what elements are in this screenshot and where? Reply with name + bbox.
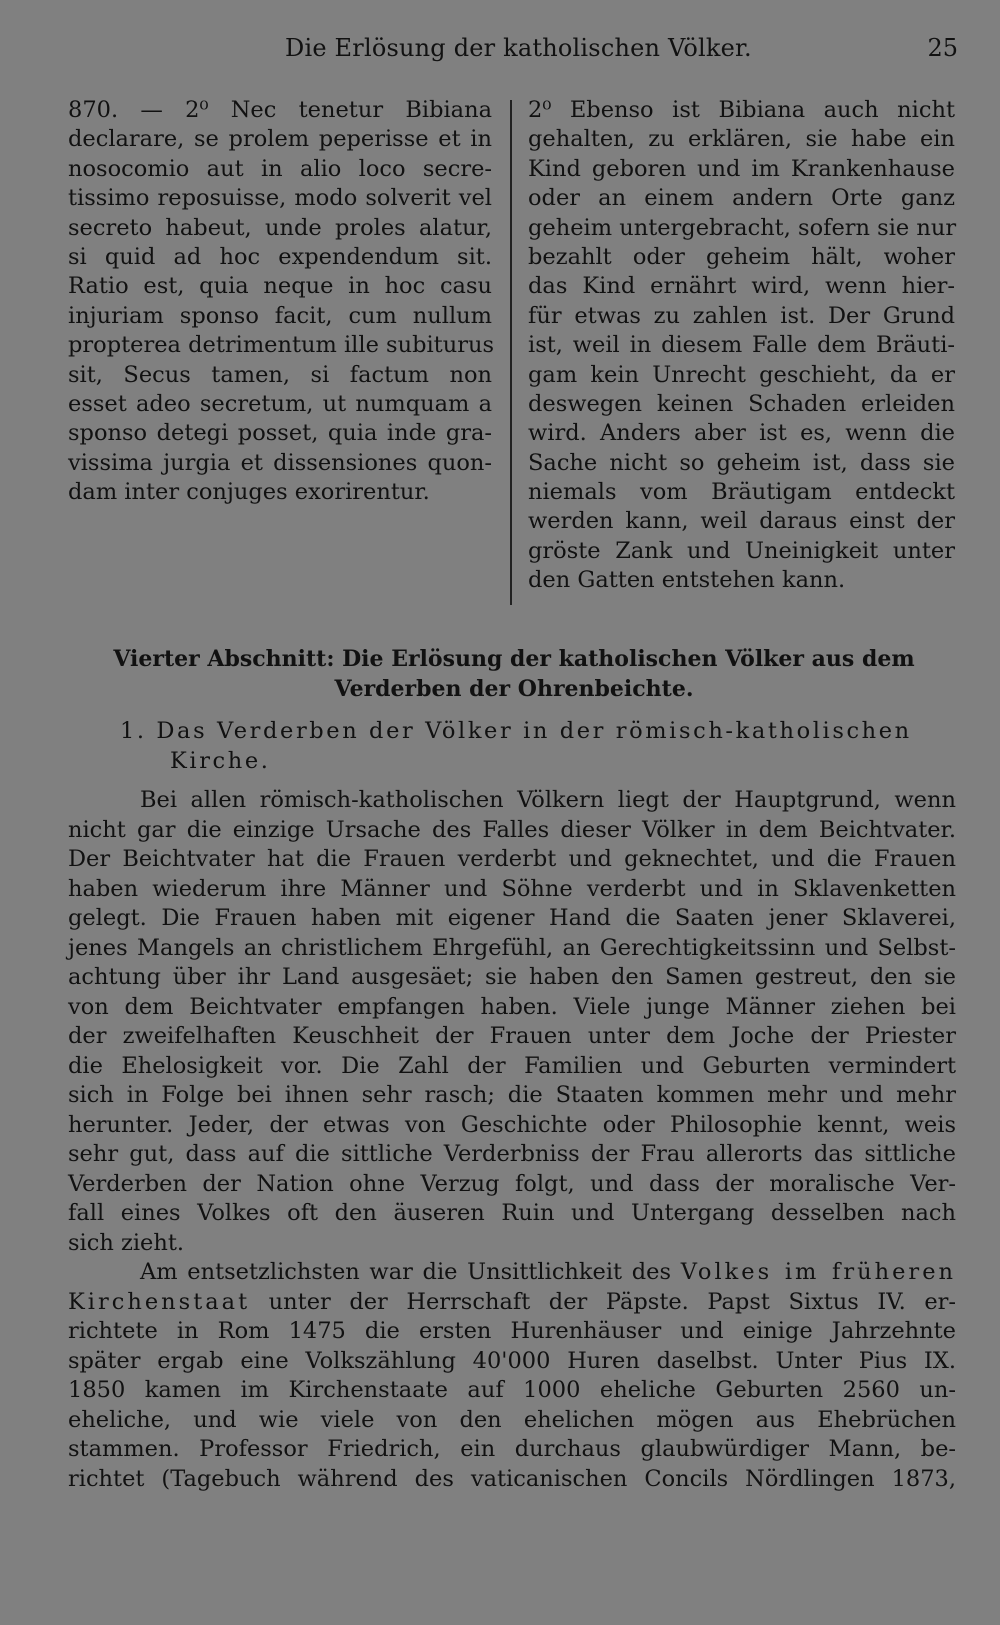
section-heading-line: Verderben der Ohrenbeichte. (334, 676, 694, 702)
paragraph-line: stammen. Professor Friedrich, ein durchaus glaubwürdiger Mann, be- (68, 1436, 956, 1462)
paragraph-line: Verderben der Nation ohne Verzug folgt, und dass der moralische Ver- (68, 1170, 956, 1197)
latin-line: 870. — 2⁰ Nec tenetur Bibiana (68, 97, 492, 123)
paragraph-line (68, 1258, 956, 1288)
german-line: werden kann, weil daraus einst der (528, 508, 955, 535)
latin-line: Ratio est, quia neque in hoc casu (68, 273, 492, 300)
latin-line: nosocomio aut in alio loco secre- (68, 155, 492, 182)
subsection-heading-line: 1. Das Verderben der Völker in der römisch-katholischen (120, 718, 912, 744)
body-text (68, 786, 956, 1494)
column-divider (510, 100, 512, 605)
german-line: geheim untergebracht, sofern sie nur (528, 214, 957, 241)
paragraph-line: haben wiederum ihre Männer und Söhne verderbt und in Sklavenketten (68, 875, 956, 902)
section-heading-line: Vierter Abschnitt: Die Erlösung der katholischen Völker aus dem (113, 646, 915, 672)
german-line: gehalten, zu erklären, sie habe ein (528, 126, 955, 153)
section-heading (70, 644, 958, 704)
paragraph-line: von dem Beichtvater empfangen haben. Viele junge Männer ziehen bei (68, 993, 956, 1020)
paragraph-line: später ergab eine Volkszählung 40'000 Huren daselbst. Unter Pius IX. (68, 1347, 956, 1374)
latin-line: secreto habeut, unde proles alatur, (68, 214, 492, 241)
german-line: oder an einem andern Orte ganz (528, 185, 955, 212)
paragraph-line: Der Beichtvater hat die Frauen verderbt und geknechtet, und die Frauen (68, 846, 956, 872)
latin-line: dam inter conjuges exorirentur. (68, 479, 430, 506)
latin-line: injuriam sponso facit, cum nullum (68, 302, 492, 329)
latin-line: declarare, se prolem peperisse et in (68, 126, 492, 153)
german-line: 2⁰ Ebenso ist Bibiana auch nicht (528, 97, 955, 123)
paragraph-line: 1850 kamen im Kirchenstaate auf 1000 eheliche Geburten 2560 un- (68, 1377, 956, 1403)
subsection-heading (120, 716, 958, 776)
paragraph-line: sehr gut, dass auf die sittliche Verderbniss der Frau allerorts das sittliche (68, 1141, 956, 1167)
german-line: Sache nicht so geheim ist, dass sie (528, 449, 955, 476)
german-line: gröste Zank und Uneinigkeit unter (528, 537, 955, 564)
german-line: das Kind ernährt wird, wenn hier- (528, 273, 955, 300)
german-line: für etwas zu zahlen ist. Der Grund (528, 302, 955, 329)
subsection-heading-line: Kirche. (170, 748, 271, 774)
paragraph-line: richtete in Rom 1475 die ersten Hurenhäuser und einige Jahrzehnte (68, 1318, 956, 1344)
german-line: wird. Anders aber ist es, wenn die (528, 420, 955, 447)
paragraph-line: achtung über ihr Land ausgesäet; sie haben den Samen gestreut, den sie (68, 964, 956, 990)
text-run: Am entsetzlichsten war die Unsittlichkeit des (140, 1259, 681, 1285)
german-line: gam kein Unrecht geschieht, da er (528, 361, 955, 388)
german-line: deswegen keinen Schaden erleiden (528, 390, 955, 417)
spaced-text-run: Kirchenstaat (68, 1288, 251, 1315)
latin-line: propterea detrimentum ille subiturus (68, 332, 494, 359)
latin-column (68, 96, 492, 507)
latin-line: si quid ad hoc expendendum sit. (68, 243, 492, 270)
paragraph-line: jenes Mangels an christlichem Ehrgefühl, an Gerechtigkeitssinn und Selbst- (68, 934, 956, 961)
latin-line: sponso detegi posset, quia inde gra- (68, 420, 492, 447)
spaced-text-run: Volkes im früheren (680, 1259, 956, 1285)
paragraph-line: die Ehelosigkeit vor. Die Zahl der Familien und Geburten vermindert (68, 1052, 956, 1079)
paragraph-line: eheliche, und wie viele von den ehelichen mögen aus Ehebrüchen (68, 1406, 956, 1433)
running-title: Die Erlösung der katholischen Völker. (285, 34, 752, 62)
german-line: niemals vom Bräutigam entdeckt (528, 479, 955, 506)
latin-line: sit, Secus tamen, si factum non (68, 361, 492, 388)
german-column (528, 96, 955, 596)
paragraph-line: fall eines Volkes oft den äuseren Ruin und Untergang desselben nach (68, 1200, 956, 1226)
paragraph-line: nicht gar die einzige Ursache des Falles dieser Völker in dem Beichtvater. (68, 816, 956, 843)
paragraph-line: richtet (Tagebuch während des vaticanischen Concils Nördlingen 1873, (68, 1465, 956, 1492)
german-line: den Gatten entstehen kann. (528, 567, 846, 594)
german-line: Kind geboren und im Krankenhause (528, 155, 955, 182)
latin-line: vissima jurgia et dissensiones quon- (68, 449, 492, 476)
paragraph-line (68, 1288, 956, 1318)
page-header (70, 34, 958, 66)
german-line: bezahlt oder geheim hält, woher (528, 243, 955, 270)
page-number: 25 (927, 34, 958, 62)
paragraph-line: herunter. Jeder, der etwas von Geschichte oder Philosophie kennt, weis (68, 1111, 956, 1138)
latin-line: esset adeo secretum, ut numquam a (68, 390, 492, 417)
latin-line: tissimo reposuisse, modo solverit vel (68, 185, 492, 212)
german-line: ist, weil in diesem Falle dem Bräuti- (528, 332, 955, 359)
paragraph-line: sich zieht. (68, 1229, 185, 1256)
paragraph-line: gelegt. Die Frauen haben mit eigener Hand die Saaten jener Sklaverei, (68, 905, 956, 931)
text-run: unter der Herrschaft der Päpste. Papst Sixtus IV. er- (250, 1288, 956, 1315)
paragraph-line: der zweifelhaften Keuschheit der Frauen unter dem Joche der Priester (68, 1023, 956, 1049)
paragraph-line: sich in Folge bei ihnen sehr rasch; die Staaten kommen mehr und mehr (68, 1082, 956, 1108)
paragraph-line: Bei allen römisch-katholischen Völkern liegt der Hauptgrund, wenn (140, 787, 956, 813)
